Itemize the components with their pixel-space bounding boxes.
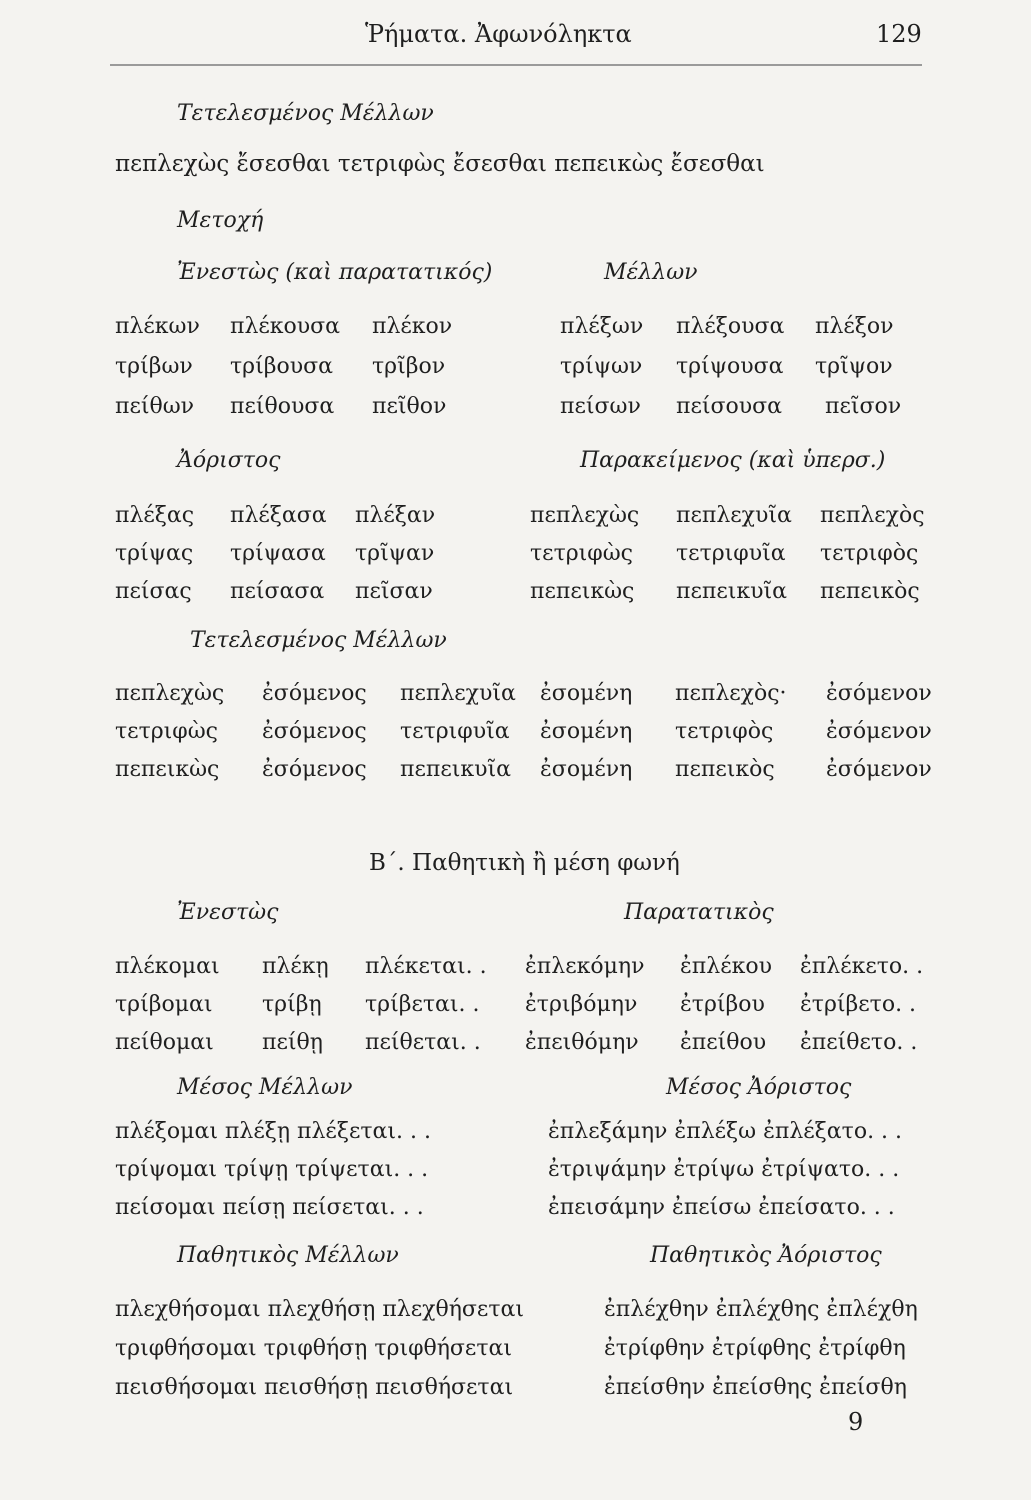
word-line: ἐτρίφθην ἐτρίφθης ἐτρίφθη <box>604 1336 906 1361</box>
word-line: ἐπλέχθην ἐπλέχθης ἐπλέχθη <box>604 1297 918 1322</box>
heading-participle: Μετοχή <box>177 208 264 233</box>
word: ἐσόμενος <box>262 757 367 782</box>
word: πλέκον <box>372 314 453 339</box>
word: πλέξασα <box>230 503 327 528</box>
word: πλέξον <box>815 314 894 339</box>
word: ἐσομένη <box>540 719 633 744</box>
word: ἐσόμενος <box>262 681 367 706</box>
word: ἐπλέκετο. . <box>800 954 924 979</box>
word: ἐσόμενος <box>262 719 367 744</box>
word: τρίβων <box>115 354 193 379</box>
word: τρίψας <box>115 541 194 566</box>
word: πλέκουσα <box>230 314 341 339</box>
word: τετριφὸς <box>675 719 774 744</box>
word: πλέξων <box>560 314 644 339</box>
word: ἐτριβόμην <box>525 992 638 1017</box>
word: τρίψασα <box>230 541 326 566</box>
word: πείσασα <box>230 579 325 604</box>
word: τρίβουσα <box>230 354 333 379</box>
heading-perfect-future-participle: Τετελεσμένος Μέλλων <box>190 628 447 653</box>
word: πλέκομαι <box>115 954 220 979</box>
header-rule <box>110 64 922 66</box>
heading-passive-present: Ἐνεστὼς <box>177 900 279 925</box>
word-line: ἐπλεξάμην ἐπλέξω ἐπλέξατο. . . <box>548 1119 903 1144</box>
word-line: πεισθήσομαι πεισθήσῃ πεισθήσεται <box>115 1375 514 1400</box>
word: πεῖσαν <box>355 579 433 604</box>
running-head: Ῥήματα. Ἀφωνόληκτα <box>365 20 632 48</box>
word: πεπεικὼς <box>115 757 220 782</box>
word: τρῖψον <box>815 354 893 379</box>
word: τρίβεται. . <box>365 992 480 1017</box>
word: πλέκῃ <box>262 954 329 979</box>
word-line: πλέξομαι πλέξῃ πλέξεται. . . <box>115 1119 431 1144</box>
word: πλέκων <box>115 314 200 339</box>
word: τετριφυῖα <box>400 719 510 744</box>
page-number: 129 <box>876 20 922 48</box>
word: πεπλεχυῖα <box>676 503 792 528</box>
heading-future-participle: Μέλλων <box>604 260 698 285</box>
word: πεπλεχὸς <box>820 503 925 528</box>
word: πλέκεται. . <box>365 954 487 979</box>
word: τετριφὸς <box>820 541 919 566</box>
word: ἐσόμενον <box>826 719 932 744</box>
perfect-future-line: πεπλεχὼς ἔσεσθαι τετριφὼς ἔσεσθαι πεπεικὼς ἔσεσθαι <box>115 151 765 177</box>
word: ἐσομένη <box>540 681 633 706</box>
word: τρῖβον <box>372 354 446 379</box>
heading-passive-imperfect: Παρατατικὸς <box>624 900 774 925</box>
word: ἐτρίβετο. . <box>800 992 917 1017</box>
section-title-passive: Β΄. Παθητικὴ ἢ μέση φωνή <box>369 850 680 876</box>
word-line: τριφθήσομαι τριφθήσῃ τριφθήσεται <box>115 1336 512 1361</box>
word: πλέξουσα <box>676 314 785 339</box>
word: τετριφὼς <box>115 719 218 744</box>
word: πείθῃ <box>262 1030 323 1055</box>
heading-passive-aorist: Παθητικὸς Ἀόριστος <box>650 1243 882 1268</box>
word-line: ἐτριψάμην ἐτρίψω ἐτρίψατο. . . <box>548 1157 900 1182</box>
word: τετριφυῖα <box>676 541 786 566</box>
word: πεπεικὸς <box>675 757 775 782</box>
word: πείθουσα <box>230 394 335 419</box>
word: ἐπλέκου <box>680 954 772 979</box>
word: ἐσόμενον <box>826 681 932 706</box>
word: πεπεικυῖα <box>400 757 511 782</box>
word: ἐπλεκόμην <box>525 954 645 979</box>
word: τρῖψαν <box>355 541 435 566</box>
word: πεπλεχὼς <box>115 681 225 706</box>
word: ἐσομένη <box>540 757 633 782</box>
word: πεπλεχυῖα <box>400 681 516 706</box>
word: ἐτρίβου <box>680 992 765 1017</box>
heading-passive-future: Παθητικὸς Μέλλων <box>177 1243 399 1268</box>
word: πείσων <box>560 394 641 419</box>
heading-aorist-participle: Ἀόριστος <box>177 448 281 473</box>
word: πεπλεχὸς· <box>675 681 787 706</box>
word: τρίβῃ <box>262 992 322 1017</box>
word-line: ἐπείσθην ἐπείσθης ἐπείσθη <box>604 1375 907 1400</box>
heading-perfect-participle: Παρακείμενος (καὶ ὑπερσ.) <box>580 448 886 473</box>
heading-middle-aorist: Μέσος Ἀόριστος <box>666 1075 852 1100</box>
word: τρίψουσα <box>676 354 784 379</box>
word: τρίψων <box>560 354 643 379</box>
signature-mark: 9 <box>848 1408 864 1436</box>
word: πεπεικὸς <box>820 579 920 604</box>
word: πείσας <box>115 579 192 604</box>
word: πλέξας <box>115 503 195 528</box>
heading-present-participle: Ἐνεστὼς (καὶ παρατατικός) <box>177 260 493 285</box>
word: πείθομαι <box>115 1030 214 1055</box>
word: ἐπειθόμην <box>525 1030 639 1055</box>
word: πείθεται. . <box>365 1030 481 1055</box>
heading-middle-future: Μέσος Μέλλων <box>177 1075 353 1100</box>
word-line: ἐπεισάμην ἐπείσω ἐπείσατο. . . <box>548 1195 895 1220</box>
word: ἐπείθου <box>680 1030 767 1055</box>
heading-perfect-future: Τετελεσμένος Μέλλων <box>177 101 434 126</box>
word: πεπεικὼς <box>530 579 635 604</box>
word: ἐπείθετο. . <box>800 1030 918 1055</box>
word: τετριφὼς <box>530 541 633 566</box>
word-line: πλεχθήσομαι πλεχθήσῃ πλεχθήσεται <box>115 1297 524 1322</box>
word: πεπεικυῖα <box>676 579 787 604</box>
word-line: πείσομαι πείσῃ πείσεται. . . <box>115 1195 424 1220</box>
word: τρίβομαι <box>115 992 213 1017</box>
word: πεπλεχὼς <box>530 503 640 528</box>
word: πεῖσον <box>825 394 902 419</box>
word: πείσουσα <box>676 394 782 419</box>
word-line: τρίψομαι τρίψῃ τρίψεται. . . <box>115 1157 429 1182</box>
word: πλέξαν <box>355 503 436 528</box>
word: πείθων <box>115 394 195 419</box>
word: πεῖθον <box>372 394 447 419</box>
word: ἐσόμενον <box>826 757 932 782</box>
